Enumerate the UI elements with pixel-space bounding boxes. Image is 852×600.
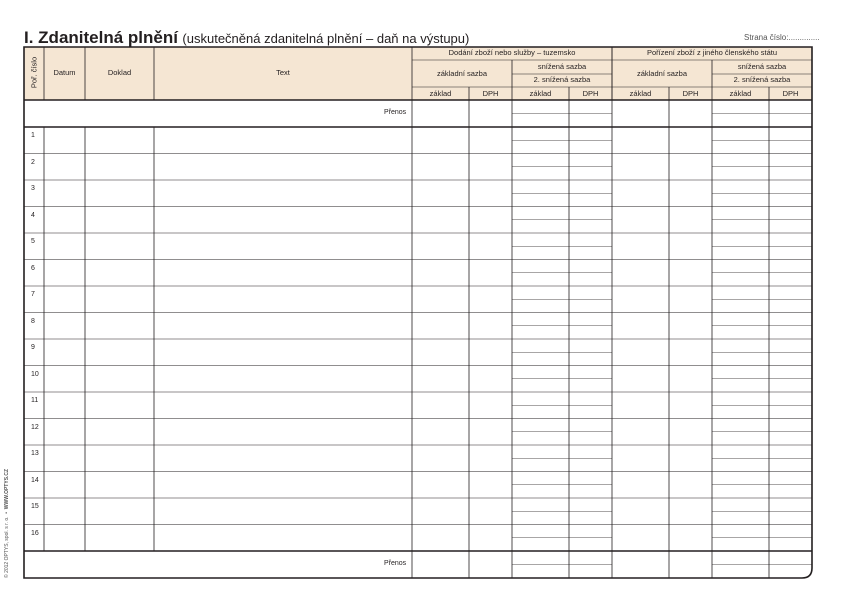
header-group-clensky-stat: Pořízení zboží z jiného členského státu bbox=[646, 48, 778, 57]
row-number: 4 bbox=[31, 211, 35, 219]
header-dph-3: DPH bbox=[682, 89, 699, 98]
row-number: 5 bbox=[31, 238, 35, 246]
header-snizena-sazba-1: snížená sazba bbox=[537, 62, 587, 71]
header-2-snizena-sazba-2: 2. snížená sazba bbox=[733, 75, 791, 84]
row-number: 2 bbox=[31, 158, 35, 166]
header-zaklad-3: základ bbox=[629, 89, 652, 98]
header-zaklad-1: základ bbox=[429, 89, 452, 98]
header-zaklad-4: základ bbox=[729, 89, 752, 98]
header-dph-4: DPH bbox=[782, 89, 799, 98]
header-2-snizena-sazba-1: 2. snížená sazba bbox=[533, 75, 591, 84]
header-zakladni-sazba-1: základní sazba bbox=[436, 69, 488, 78]
header-text: Text bbox=[276, 68, 290, 77]
copyright-text: © 2012 OPTYS, spol. s r. o. bbox=[4, 516, 10, 578]
prenos-bottom-label: Přenos bbox=[384, 560, 407, 567]
row-number: 13 bbox=[31, 450, 39, 458]
row-number: 12 bbox=[31, 423, 39, 431]
prenos-top-label: Přenos bbox=[384, 109, 407, 116]
row-number: 9 bbox=[31, 344, 35, 352]
header-datum: Datum bbox=[53, 68, 76, 77]
header-por-cislo: Poř. číslo bbox=[29, 56, 39, 89]
header-zaklad-2: základ bbox=[529, 89, 552, 98]
row-number: 14 bbox=[31, 476, 39, 484]
row-number: 11 bbox=[31, 397, 39, 405]
header-snizena-sazba-2: snížená sazba bbox=[737, 62, 787, 71]
web-text: WWW.OPTYS.CZ bbox=[4, 468, 10, 510]
title-main: I. Zdanitelná plnění bbox=[24, 28, 178, 47]
header-doklad: Doklad bbox=[107, 68, 132, 77]
header-group-tuzemsko: Dodání zboží nebo služby – tuzemsko bbox=[448, 48, 576, 57]
row-number: 15 bbox=[31, 503, 39, 511]
row-number: 10 bbox=[31, 370, 39, 378]
row-number: 3 bbox=[31, 185, 35, 193]
side-copyright-note: © 2012 OPTYS, spol. s r. o. • WWW.OPTYS.CZ bbox=[4, 468, 10, 578]
header-zakladni-sazba-2: základní sazba bbox=[636, 69, 688, 78]
title-subtitle: (uskutečněná zdanitelná plnění – daň na výstupu) bbox=[182, 31, 470, 46]
page-number-label: Strana číslo:.............. bbox=[744, 33, 820, 42]
header-dph-1: DPH bbox=[482, 89, 499, 98]
header-dph-2: DPH bbox=[582, 89, 599, 98]
row-number: 6 bbox=[31, 264, 35, 272]
row-number: 8 bbox=[31, 317, 35, 325]
row-number: 16 bbox=[31, 529, 39, 537]
row-number: 1 bbox=[31, 132, 35, 140]
row-number: 7 bbox=[31, 291, 35, 299]
